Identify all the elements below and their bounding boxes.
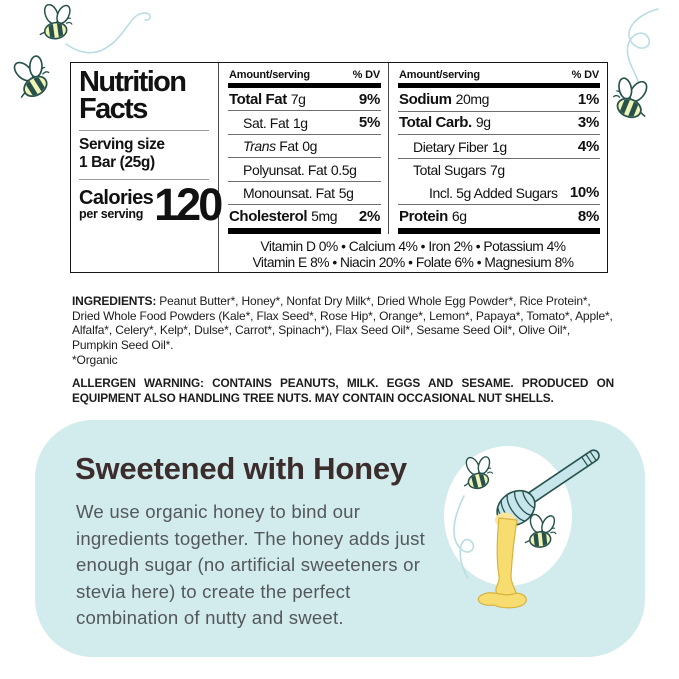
vitamin-line: Vitamin E 8% • Niacin 20% • Folate 6% • Magnesium 8%: [252, 255, 574, 271]
sweetened-with-honey-card: [35, 420, 645, 657]
nutrient-row: Sat. Fat 1g 5%: [228, 110, 381, 133]
honey-dipper-illustration: [428, 428, 644, 654]
percent-dv-header: % DV: [571, 69, 599, 81]
nutrient-row: Sodium 20mg 1%: [399, 90, 599, 108]
ingredients-list: Peanut Butter*, Honey*, Nonfat Dry Milk*, Dried Whole Egg Powder*, Rice Protein*, Dried Whole Food Powders (Kale*, Flax Seed*, Rose Hip*, Orange*, Lemon*, Papaya*, Tomato*, Apple*, Alfalfa*, Celery*, Kelp*, Dulse*, Carrot*, Spinach*), Flax Seed Oil*, Sesame Seed Oil*, Olive Oil*, Pumpkin Seed Oil*.: [72, 294, 613, 352]
nutrition-summary-column: [71, 63, 219, 272]
nutrient-row: Monounsat. Fat 5g: [228, 181, 381, 204]
amount-per-serving-header: Amount/serving: [399, 69, 480, 81]
calories-label: Calories: [79, 186, 154, 209]
nutrition-detail-area: [219, 63, 607, 272]
bee-icon: [604, 74, 654, 126]
nutrition-facts-panel: [70, 62, 608, 273]
vitamins-footnote: [219, 234, 607, 272]
nutrient-row: Total Fat 7g 9%: [229, 90, 380, 108]
nutrient-row: Dietary Fiber 1g 4%: [398, 134, 600, 158]
honey-section-title: Sweetened with Honey: [75, 451, 407, 486]
bee-flight-trail: [62, 6, 156, 56]
nutrient-row: Polyunsat. Fat 0.5g: [228, 157, 381, 180]
column-header: [228, 68, 381, 83]
column-header: [398, 68, 600, 83]
serving-size-value: 1 Bar (25g): [79, 154, 155, 172]
serving-size-label: Serving size: [79, 135, 165, 153]
nutrient-row: Total Carb. 9g 3%: [398, 111, 600, 135]
nutrient-row: Protein 6g 8%: [398, 204, 600, 228]
amount-per-serving-header: Amount/serving: [229, 69, 310, 81]
nutrient-column-left: [219, 63, 389, 234]
serving-size: [79, 136, 209, 173]
bee-icon: [8, 54, 58, 104]
honey-section-body: We use organic honey to bind our ingredients together. The honey adds just enough sugar (no artificial sweeteners or stevia here) to create the perfect combination of nutty and sweet.: [76, 501, 425, 629]
calories-block: [79, 178, 221, 230]
nutrient-row: Cholesterol 5mg 2%: [228, 204, 381, 227]
allergen-warning: ALLERGEN WARNING: CONTAINS PEANUTS, MILK. EGGS AND SESAME. PRODUCED ON EQUIPMENT ALSO HANDLING TREE NUTS. MAY CONTAIN OCCASIONAL NUT SHELLS.: [72, 376, 614, 406]
ingredients-label: INGREDIENTS:: [72, 294, 157, 308]
nutrient-row: Incl. 5g Added Sugars 10%: [429, 184, 599, 202]
honey-pool: [478, 593, 526, 608]
nutrient-row: Total Sugars 7g: [398, 158, 600, 182]
organic-footnote: *Organic: [72, 352, 118, 367]
nutrient-column-right: [389, 63, 607, 234]
ingredients-paragraph: [72, 294, 613, 367]
percent-dv-header: % DV: [352, 69, 380, 81]
calories-sublabel: per serving: [79, 206, 144, 221]
calories-value: 120: [154, 178, 221, 230]
divider: [79, 130, 209, 131]
nutrient-row: Trans Fat 0g: [228, 134, 381, 157]
vitamin-line: Vitamin D 0% • Calcium 4% • Iron 2% • Potassium 4%: [260, 238, 566, 254]
nutrition-facts-title: Nutrition Facts: [79, 66, 186, 126]
